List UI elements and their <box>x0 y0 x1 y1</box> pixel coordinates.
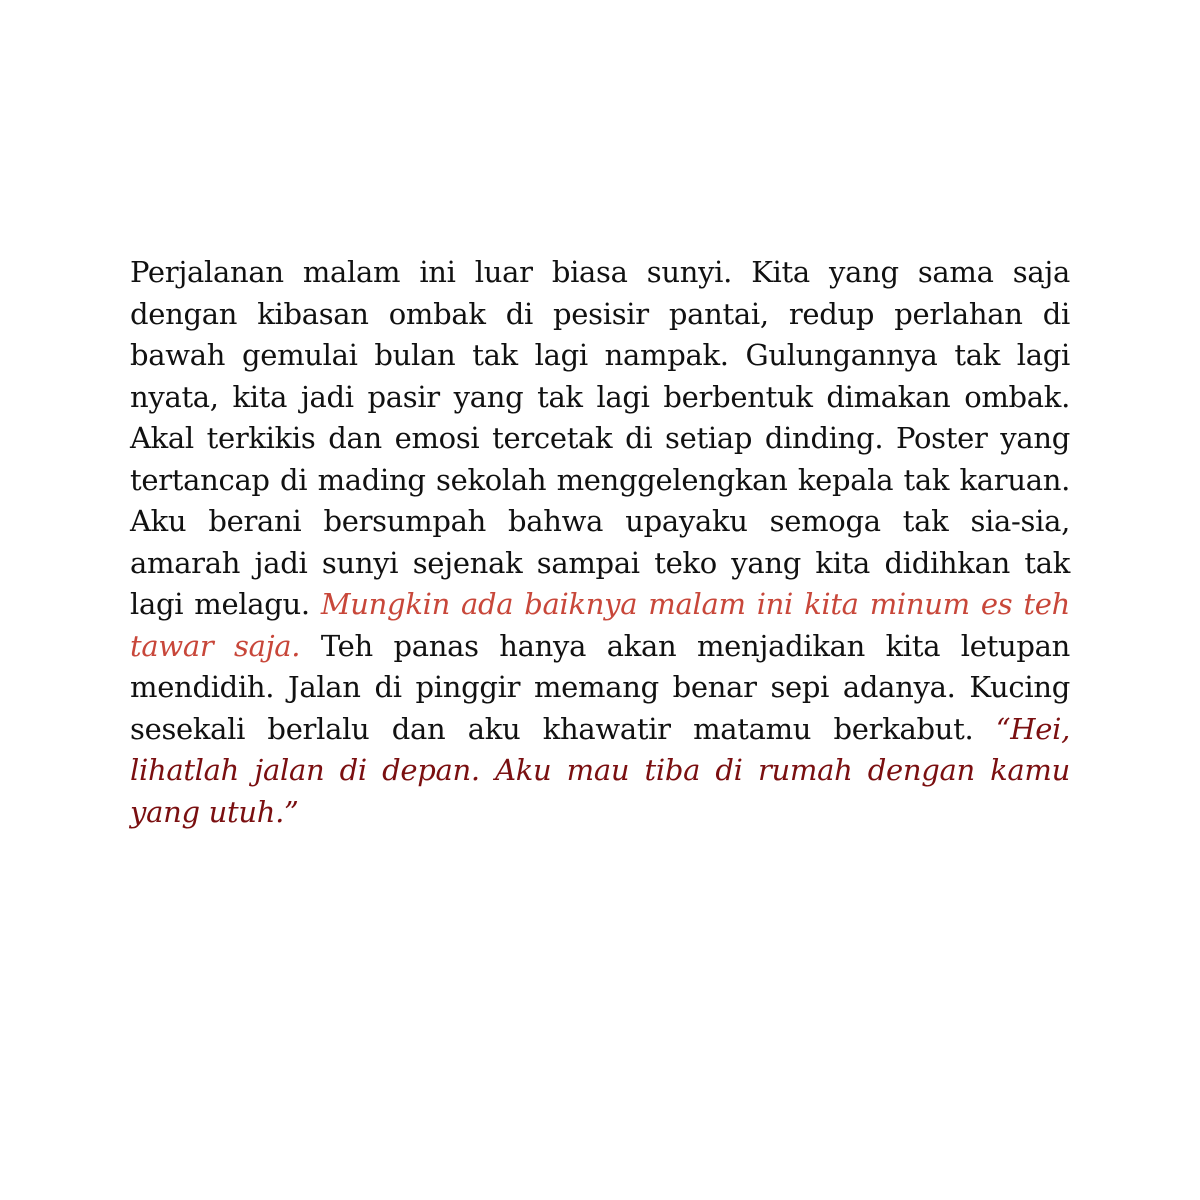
italic-quote-darkred: “Hei, lihatlah jalan di depan. Aku mau tiba di rumah dengan kamu yang utuh.” <box>130 711 1070 829</box>
document-page <box>130 252 1070 833</box>
paragraph <box>130 252 1070 833</box>
text-segment: Perjalanan malam ini luar biasa sunyi. Kita yang sama saja dengan kibasan ombak di pesisir pantai, redup perlahan di bawah gemulai bulan tak lagi nampak. Gulungannya tak lagi nyata, kita jadi pasir yang tak lagi berbentuk dimakan ombak. Akal terkikis dan emosi tercetak di setiap dinding. Poster yang tertancap di mading sekolah menggelengkan kepala tak karuan. Aku berani bersumpah bahwa upayaku semoga tak sia-sia, amarah jadi sunyi sejenak sampai teko yang kita didihkan tak lagi melagu. <box>130 255 1070 621</box>
italic-quote-red: Mungkin ada baiknya malam ini kita minum es teh tawar saja. <box>130 587 1070 663</box>
text-segment: Teh panas hanya akan menjadikan kita letupan mendidih. Jalan di pinggir memang benar sepi adanya. Kucing sesekali berlalu dan aku khawatir matamu berkabut. <box>130 628 1070 746</box>
